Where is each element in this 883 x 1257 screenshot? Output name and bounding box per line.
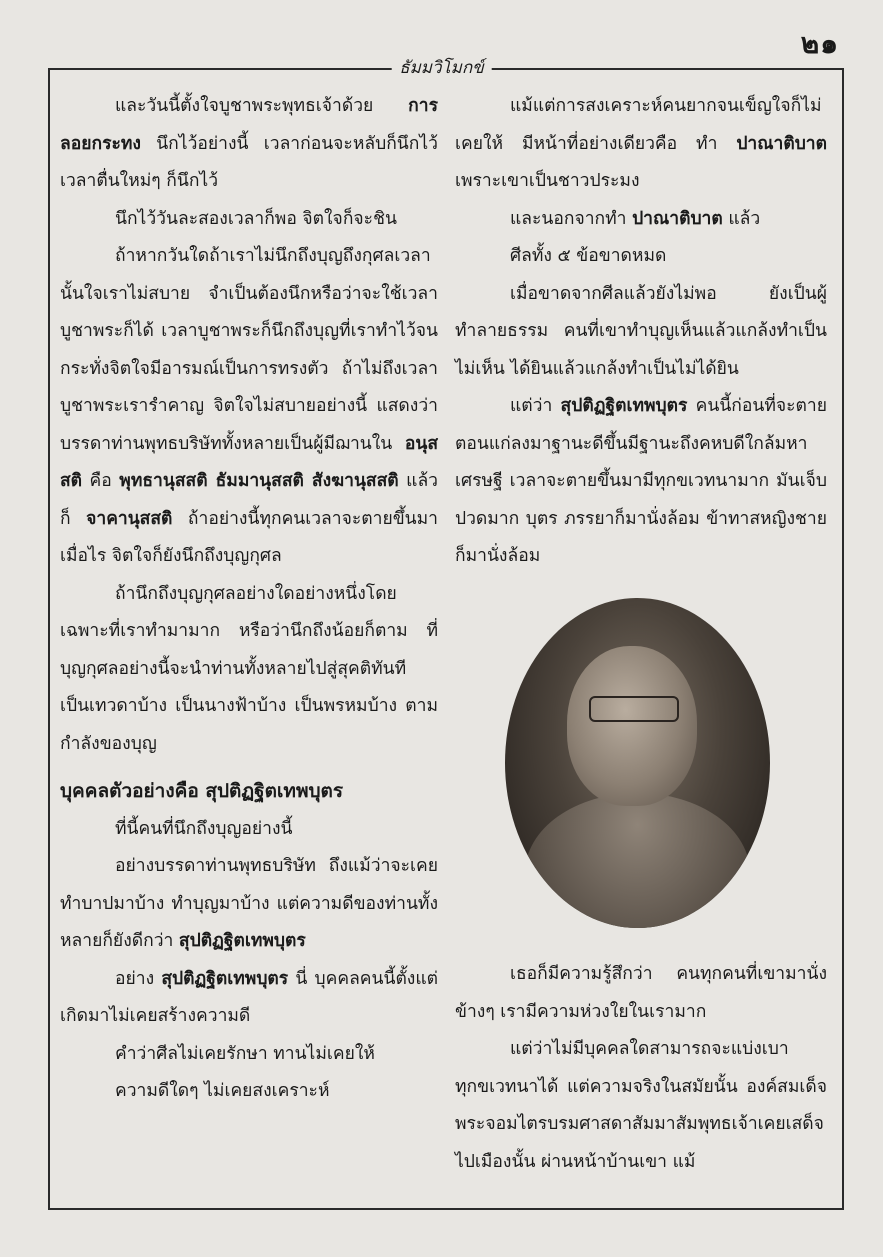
paragraph: คำว่าศีลไม่เคยรักษา ทานไม่เคยให้ [115,1043,375,1064]
portrait-face [567,646,697,806]
paragraph: ศีลทั้ง ๕ ข้อขาดหมด [510,246,667,266]
portrait-glasses [589,696,679,722]
right-column-top [455,88,827,576]
paragraph: อย่างบรรดาท่านพุทธบริษัท ถึงแม้ว่าจะเคยทำบาปมาบ้าง ทำบุญมาบ้าง แต่ความดีของท่านทั้งหลายก็ยังดีกว่า สุปติฏฐิตเทพบุตร [60,856,438,951]
paragraph: อย่าง สุปติฏฐิตเทพบุตร นี่ บุคคลคนนี้ตั้งแต่เกิดมาไม่เคยสร้างความดี [60,968,438,1026]
paragraph: เมื่อขาดจากศีลแล้วยังไม่พอ ยังเป็นผู้ทำลายธรรม คนที่เขาทำบุญเห็นแล้วแกล้งทำเป็นไม่เห็น ได้ยินแล้วแกล้งทำเป็นไม่ได้ยิน [455,283,827,379]
page-number: ๒๑ [800,27,839,60]
paragraph: ถ้านึกถึงบุญกุศลอย่างใดอย่างหนึ่งโดยเฉพาะที่เราทำมามาก หรือว่านึกถึงน้อยก็ตาม ที่ บุญกุศลอย่างนี้จะนำท่านทั้งหลายไปสู่สุคติทันที เป็นเทวดาบ้าง เป็นนางฟ้าบ้าง เป็นพรหมบ้าง ตามกำลังของบุญ [60,583,438,754]
paragraph: แต่ว่า สุปติฏฐิตเทพบุตร คนนี้ก่อนที่จะตาย ตอนแก่ลงมาฐานะดีขึ้นมีฐานะถึงคหบดีใกล้มหาเศรษฐี เวลาจะตายขึ้นมามีทุกขเวทนามาก มันเจ็บปวดมาก บุตร ภรรยาก็มานั่งล้อม ข้าทาสหญิงชายก็มานั่งล้อม [455,396,827,566]
right-column-bottom [455,956,827,1181]
monk-portrait-photo [505,598,770,928]
paragraph: และวันนี้ตั้งใจบูชาพระพุทธเจ้าด้วย การลอยกระทง นึกไว้อย่างนี้ เวลาก่อนจะหลับก็นึกไว้ เวลาตื่นใหม่ๆ ก็นึกไว้ [60,96,438,191]
paragraph: บุคคลตัวอย่างคือ สุปติฏฐิตเทพบุตร [60,780,344,802]
running-title: ธัมมวิโมกข์ [391,54,492,81]
paragraph: แต่ว่าไม่มีบุคคลใดสามารถจะแบ่งเบาทุกขเวทนาได้ แต่ความจริงในสมัยนั้น องค์สมเด็จพระจอมไตรบรมศาสดาสัมมาสัมพุทธเจ้าเคยเสด็จไปเมืองนั้น ผ่านหน้าบ้านเขา แม้ [455,1039,827,1172]
paragraph: แม้แต่การสงเคราะห์คนยากจนเข็ญใจก็ไม่เคยให้ มีหน้าที่อย่างเดียวคือ ทำ ปาณาติบาต เพราะเขาเป็นชาวประมง [455,96,827,191]
paragraph: นึกไว้วันละสองเวลาก็พอ จิตใจก็จะชิน [115,208,397,229]
paragraph: และนอกจากทำ ปาณาติบาต แล้ว [510,208,761,229]
paragraph: ที่นี้คนที่นึกถึงบุญอย่างนี้ [115,818,293,839]
left-column [60,88,438,1111]
paragraph: ความดีใดๆ ไม่เคยสงเคราะห์ [115,1081,330,1101]
paragraph: เธอก็มีความรู้สึกว่า คนทุกคนที่เขามานั่งข้างๆ เรามีความห่วงใยในเรามาก [455,964,827,1022]
paragraph: ถ้าหากวันใดถ้าเราไม่นึกถึงบุญถึงกุศลเวลานั้นใจเราไม่สบาย จำเป็นต้องนึกหรือว่าจะใช้เวลาบูชาพระก็ได้ เวลาบูชาพระก็นึกถึงบุญที่เราทำไว้จนกระทั่งจิตใจมีอารมณ์เป็นการทรงตัว ถ้าไม่ถึงเวลาบูชาพระเรารำคาญ จิตใจไม่สบายอย่างนี้ แสดงว่าบรรดาท่านพุทธบริษัททั้งหลายเป็นผู้มีฌานใน อนุสสติ คือ พุทธานุสสติ ธัมมานุสสติ สังฆานุสสติ แล้วก็ จาคานุสสติ ถ้าอย่างนี้ทุกคนเวลาจะตายขึ้นมาเมื่อไร จิตใจก็ยังนึกถึงบุญกุศล [60,246,438,566]
portrait-robe [525,793,750,928]
